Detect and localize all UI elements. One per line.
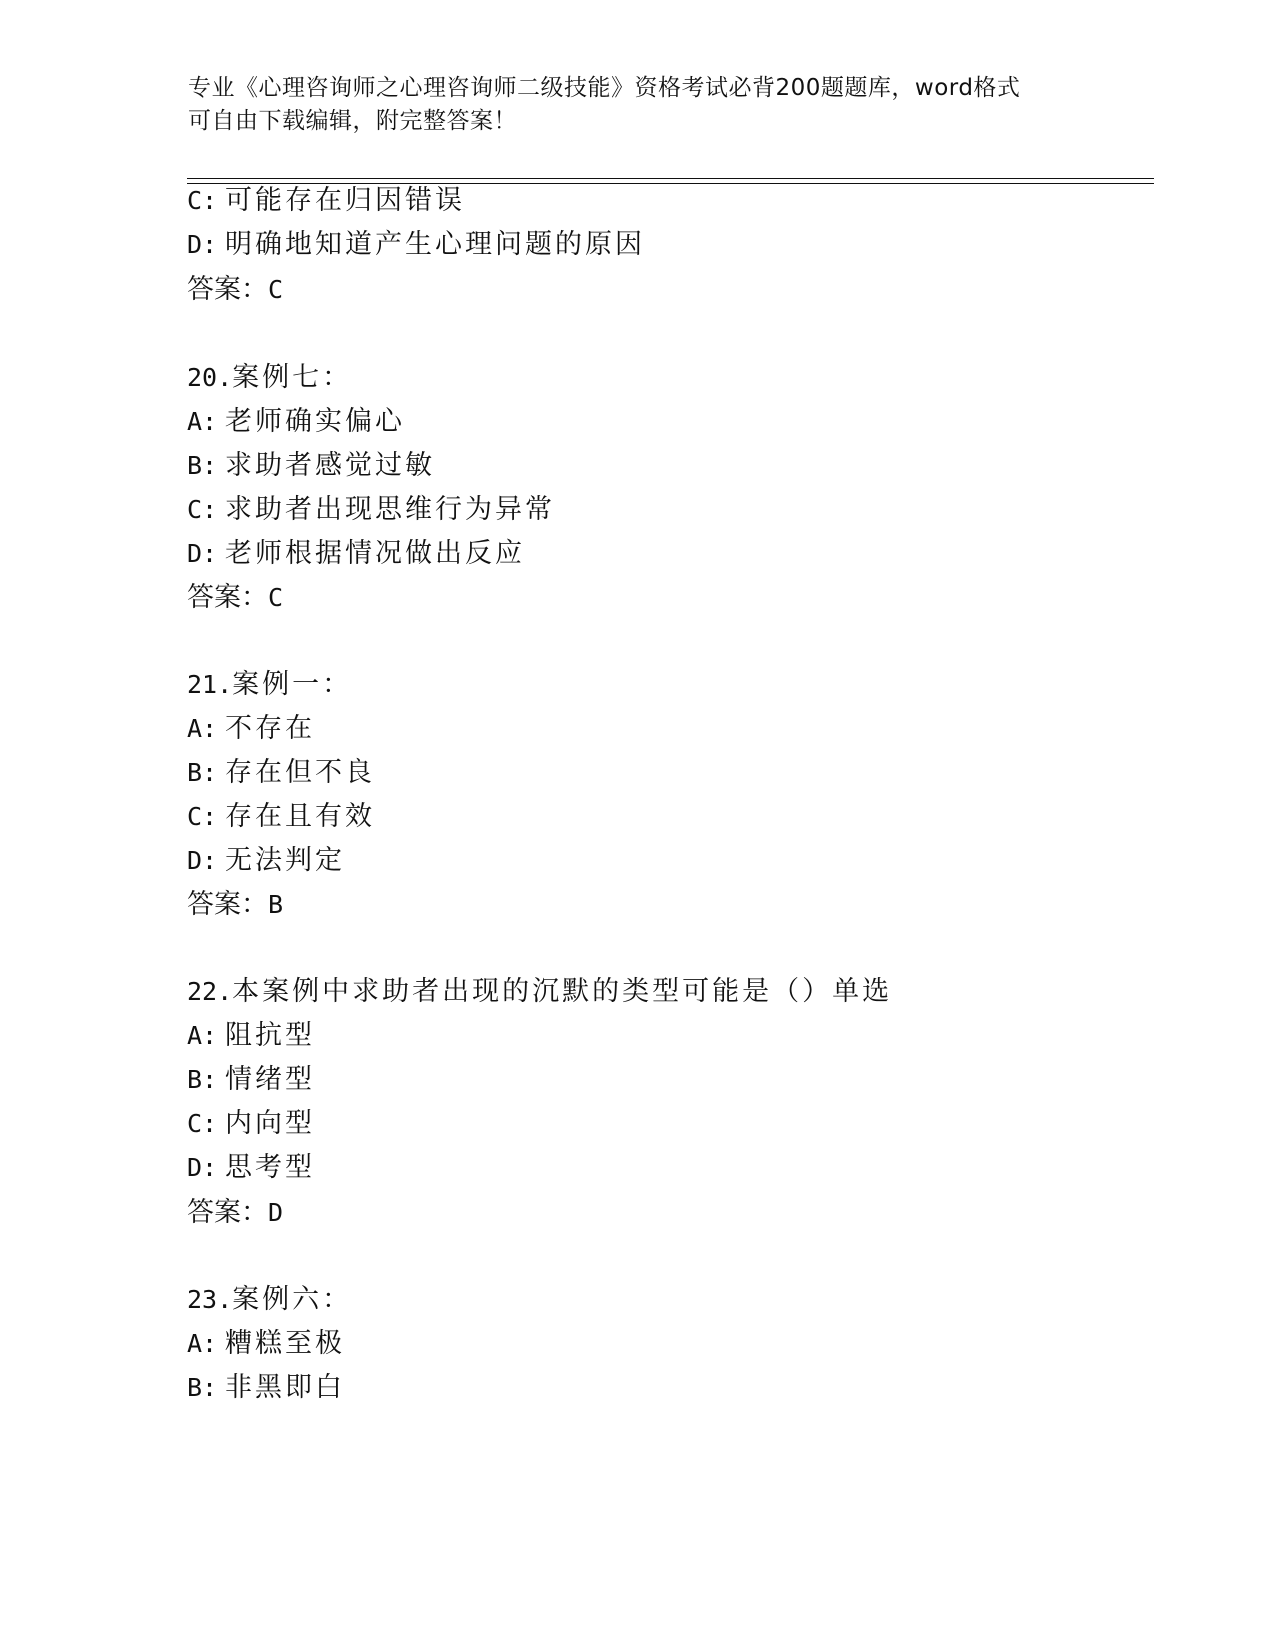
- q20-option-d: [187, 537, 525, 571]
- answer-value: B: [268, 890, 284, 919]
- q20-answer: [187, 581, 283, 615]
- option-key: C:: [187, 186, 218, 215]
- q22-option-b: [187, 1063, 315, 1097]
- option-text: 不存在: [225, 713, 315, 744]
- q19-answer: [187, 273, 283, 307]
- q21-option-d: [187, 844, 345, 878]
- answer-value: D: [268, 1198, 284, 1227]
- document-header: [188, 72, 1088, 138]
- option-text: 老师根据情况做出反应: [225, 538, 525, 569]
- q23-option-a: [187, 1327, 345, 1361]
- answer-value: C: [268, 275, 284, 304]
- option-text: 阻抗型: [225, 1020, 315, 1051]
- q21-stem: [187, 668, 352, 702]
- question-number: 20.: [187, 363, 233, 392]
- answer-label: 答案：: [187, 274, 268, 305]
- option-text: 明确地知道产生心理问题的原因: [225, 229, 645, 260]
- question-number: 23.: [187, 1285, 233, 1314]
- option-key: A:: [187, 1329, 218, 1358]
- q21-option-a: [187, 712, 315, 746]
- q20-stem: [187, 361, 352, 395]
- question-number: 21.: [187, 670, 233, 699]
- q22-option-a: [187, 1019, 315, 1053]
- q22-stem: [187, 975, 892, 1009]
- answer-label: 答案：: [187, 889, 268, 920]
- option-text: 情绪型: [225, 1064, 315, 1095]
- question-stem: 本案例中求助者出现的沉默的类型可能是（）单选: [232, 976, 893, 1007]
- option-key: B:: [187, 1373, 218, 1402]
- q20-option-b: [187, 449, 435, 483]
- question-stem: 案例六：: [232, 1284, 353, 1315]
- q23-option-b: [187, 1371, 345, 1405]
- option-key: B:: [187, 1065, 218, 1094]
- option-key: A:: [187, 407, 218, 436]
- q19-option-c: [187, 184, 465, 218]
- q20-option-c: [187, 493, 555, 527]
- option-key: A:: [187, 714, 218, 743]
- q21-option-c: [187, 800, 375, 834]
- answer-label: 答案：: [187, 1197, 268, 1228]
- header-title-line-1: 专业《心理咨询师之心理咨询师二级技能》资格考试必背200题题库，word格式: [188, 75, 1021, 101]
- q22-answer: [187, 1196, 283, 1230]
- q22-option-c: [187, 1107, 315, 1141]
- option-text: 求助者感觉过敏: [225, 450, 435, 481]
- option-text: 老师确实偏心: [225, 406, 405, 437]
- option-text: 无法判定: [225, 845, 345, 876]
- option-key: C:: [187, 802, 218, 831]
- question-number: 22.: [187, 977, 233, 1006]
- option-text: 内向型: [225, 1108, 315, 1139]
- option-key: C:: [187, 495, 218, 524]
- option-key: B:: [187, 758, 218, 787]
- q22-option-d: [187, 1151, 315, 1185]
- option-key: D:: [187, 1153, 218, 1182]
- header-title-line-2: 可自由下载编辑，附完整答案！: [188, 108, 517, 134]
- option-key: D:: [187, 846, 218, 875]
- option-text: 思考型: [225, 1152, 315, 1183]
- option-text: 非黑即白: [225, 1372, 345, 1403]
- q23-stem: [187, 1283, 352, 1317]
- option-key: D:: [187, 230, 218, 259]
- option-key: D:: [187, 539, 218, 568]
- q21-answer: [187, 888, 283, 922]
- option-text: 可能存在归因错误: [225, 185, 465, 216]
- header-rule-top: [187, 178, 1154, 179]
- answer-label: 答案：: [187, 582, 268, 613]
- question-stem: 案例一：: [232, 669, 353, 700]
- q19-option-d: [187, 228, 645, 262]
- q21-option-b: [187, 756, 375, 790]
- option-text: 存在但不良: [225, 757, 375, 788]
- q20-option-a: [187, 405, 405, 439]
- option-key: C:: [187, 1109, 218, 1138]
- question-stem: 案例七：: [232, 362, 353, 393]
- option-key: B:: [187, 451, 218, 480]
- answer-value: C: [268, 583, 284, 612]
- option-text: 存在且有效: [225, 801, 375, 832]
- option-text: 求助者出现思维行为异常: [225, 494, 555, 525]
- option-key: A:: [187, 1021, 218, 1050]
- option-text: 糟糕至极: [225, 1328, 345, 1359]
